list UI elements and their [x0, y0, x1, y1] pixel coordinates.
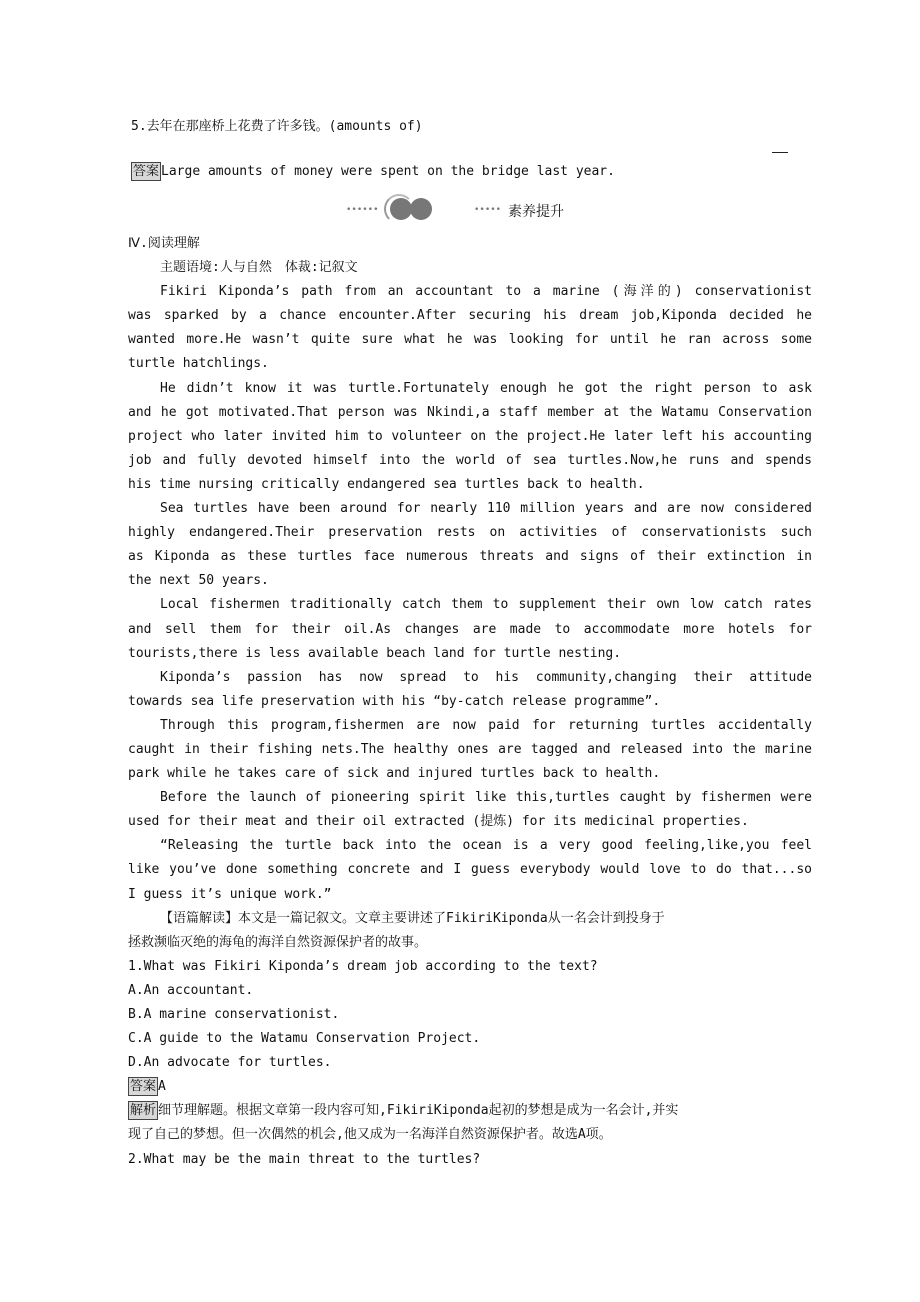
passage-line: Local fishermen traditionally catch them to supplement their own low catch rates — [160, 597, 812, 613]
passage-line: and he got motivated.That person was Nkindi,a staff member at the Watamu Conservation — [128, 404, 812, 420]
passage-line: caught in their fishing nets.The healthy ones are tagged and released into the marine — [128, 741, 812, 757]
question-1: 1.What was Fikiri Kiponda’s dream job according to the text? — [128, 958, 598, 974]
passage-line: I guess it’s unique work.” — [128, 886, 332, 902]
reading-section — [128, 232, 812, 1172]
section-header — [346, 196, 576, 226]
answer-text: Large amounts of money were spent on the bridge last year. — [161, 164, 615, 179]
answer-tag: 答案 — [130, 1079, 157, 1095]
question-5-answer — [131, 162, 615, 181]
passage-line: was sparked by a chance encounter.After securing his dream job,Kiponda decided he — [128, 308, 812, 324]
reading-heading: Ⅳ.阅读理解 — [128, 236, 200, 251]
passage-line: towards sea life preservation with his “by-catch release programme”. — [128, 693, 661, 709]
passage-line: used for their meat and their oil extracted (提炼) for its medicinal properties. — [128, 814, 749, 830]
passage-line: He didn’t know it was turtle.Fortunately enough he got the right person to ask — [160, 380, 812, 396]
passage-line: Before the launch of pioneering spirit like this,turtles caught by fishermen were — [160, 790, 812, 806]
analysis-text: 细节理解题。根据文章第一段内容可知,FikiriKiponda起初的梦想是成为一名会计,并实 — [158, 1103, 679, 1119]
passage-line: turtle hatchlings. — [128, 356, 269, 372]
passage-line: wanted more.He wasn’t quite sure what he was looking for until he ran across some — [128, 332, 812, 348]
passage-line: park while he takes care of sick and injured turtles back to health. — [128, 766, 661, 782]
option-b: B.A marine conservationist. — [128, 1007, 340, 1022]
analysis-line — [128, 1099, 812, 1123]
question-5-prompt: 5.去年在那座桥上花费了许多钱。(amounts of) — [131, 119, 423, 134]
question-2: 2.What may be the main threat to the turtles? — [128, 1151, 481, 1167]
circle-icon — [390, 198, 412, 220]
option-a: A.An accountant. — [128, 982, 254, 998]
passage-line: highly endangered.Their preservation rests on activities of conservationists such — [128, 525, 812, 541]
question-1-answer — [128, 1075, 812, 1099]
passage-line: Sea turtles have been around for nearly 110 million years and are now considered — [160, 501, 812, 517]
dots-left: •••••• — [346, 205, 379, 215]
analysis-line: 现了自己的梦想。但一次偶然的机会,他又成为一名海洋自然资源保护者。故选A项。 — [128, 1127, 612, 1143]
passage-line: tourists,there is less available beach land for turtle nesting. — [128, 645, 622, 661]
summary-line: 【语篇解读】本文是一篇记叙文。文章主要讲述了FikiriKiponda从一名会计到投身于 — [160, 910, 665, 926]
passage-line: the next 50 years. — [128, 573, 269, 589]
passage-line: and sell them for their oil.As changes are made to accommodate more hotels for — [128, 621, 812, 637]
answer-text: A — [158, 1079, 166, 1095]
answer-tag: 答案 — [133, 164, 160, 179]
circle-icon — [410, 198, 432, 220]
option-c: C.A guide to the Watamu Conservation Project. — [128, 1031, 481, 1047]
divider-dash — [772, 152, 788, 153]
passage — [128, 280, 812, 906]
passage-line: Fikiri Kiponda’s path from an accountant to a marine (海洋的) conservationist — [160, 284, 812, 300]
analysis-tag: 解析 — [130, 1103, 157, 1119]
passage-line: Kiponda’s passion has now spread to his community,changing their attitude — [160, 669, 812, 685]
summary-line: 拯救濒临灭绝的海龟的海洋自然资源保护者的故事。 — [128, 934, 428, 950]
option-d: D.An advocate for turtles. — [128, 1055, 332, 1071]
passage-line: Through this program,fishermen are now paid for returning turtles accidentally — [160, 717, 812, 733]
passage-line: his time nursing critically endangered sea turtles back to health. — [128, 476, 645, 492]
section-title: 素养提升 — [508, 204, 564, 220]
passage-line: “Releasing the turtle back into the ocean is a very good feeling,like,you feel — [160, 838, 812, 854]
reading-theme: 主题语境:人与自然 体裁:记叙文 — [160, 260, 358, 276]
passage-line: as Kiponda as these turtles face numerous threats and signs of their extinction in — [128, 549, 812, 565]
passage-line: project who later invited him to volunteer on the project.He later left his accounting — [128, 428, 812, 444]
dots-right: ••••• — [474, 205, 502, 215]
passage-line: job and fully devoted himself into the world of sea turtles.Now,he runs and spends — [128, 452, 812, 468]
passage-line: like you’ve done something concrete and I guess everybody would love to do that...so — [128, 862, 812, 878]
